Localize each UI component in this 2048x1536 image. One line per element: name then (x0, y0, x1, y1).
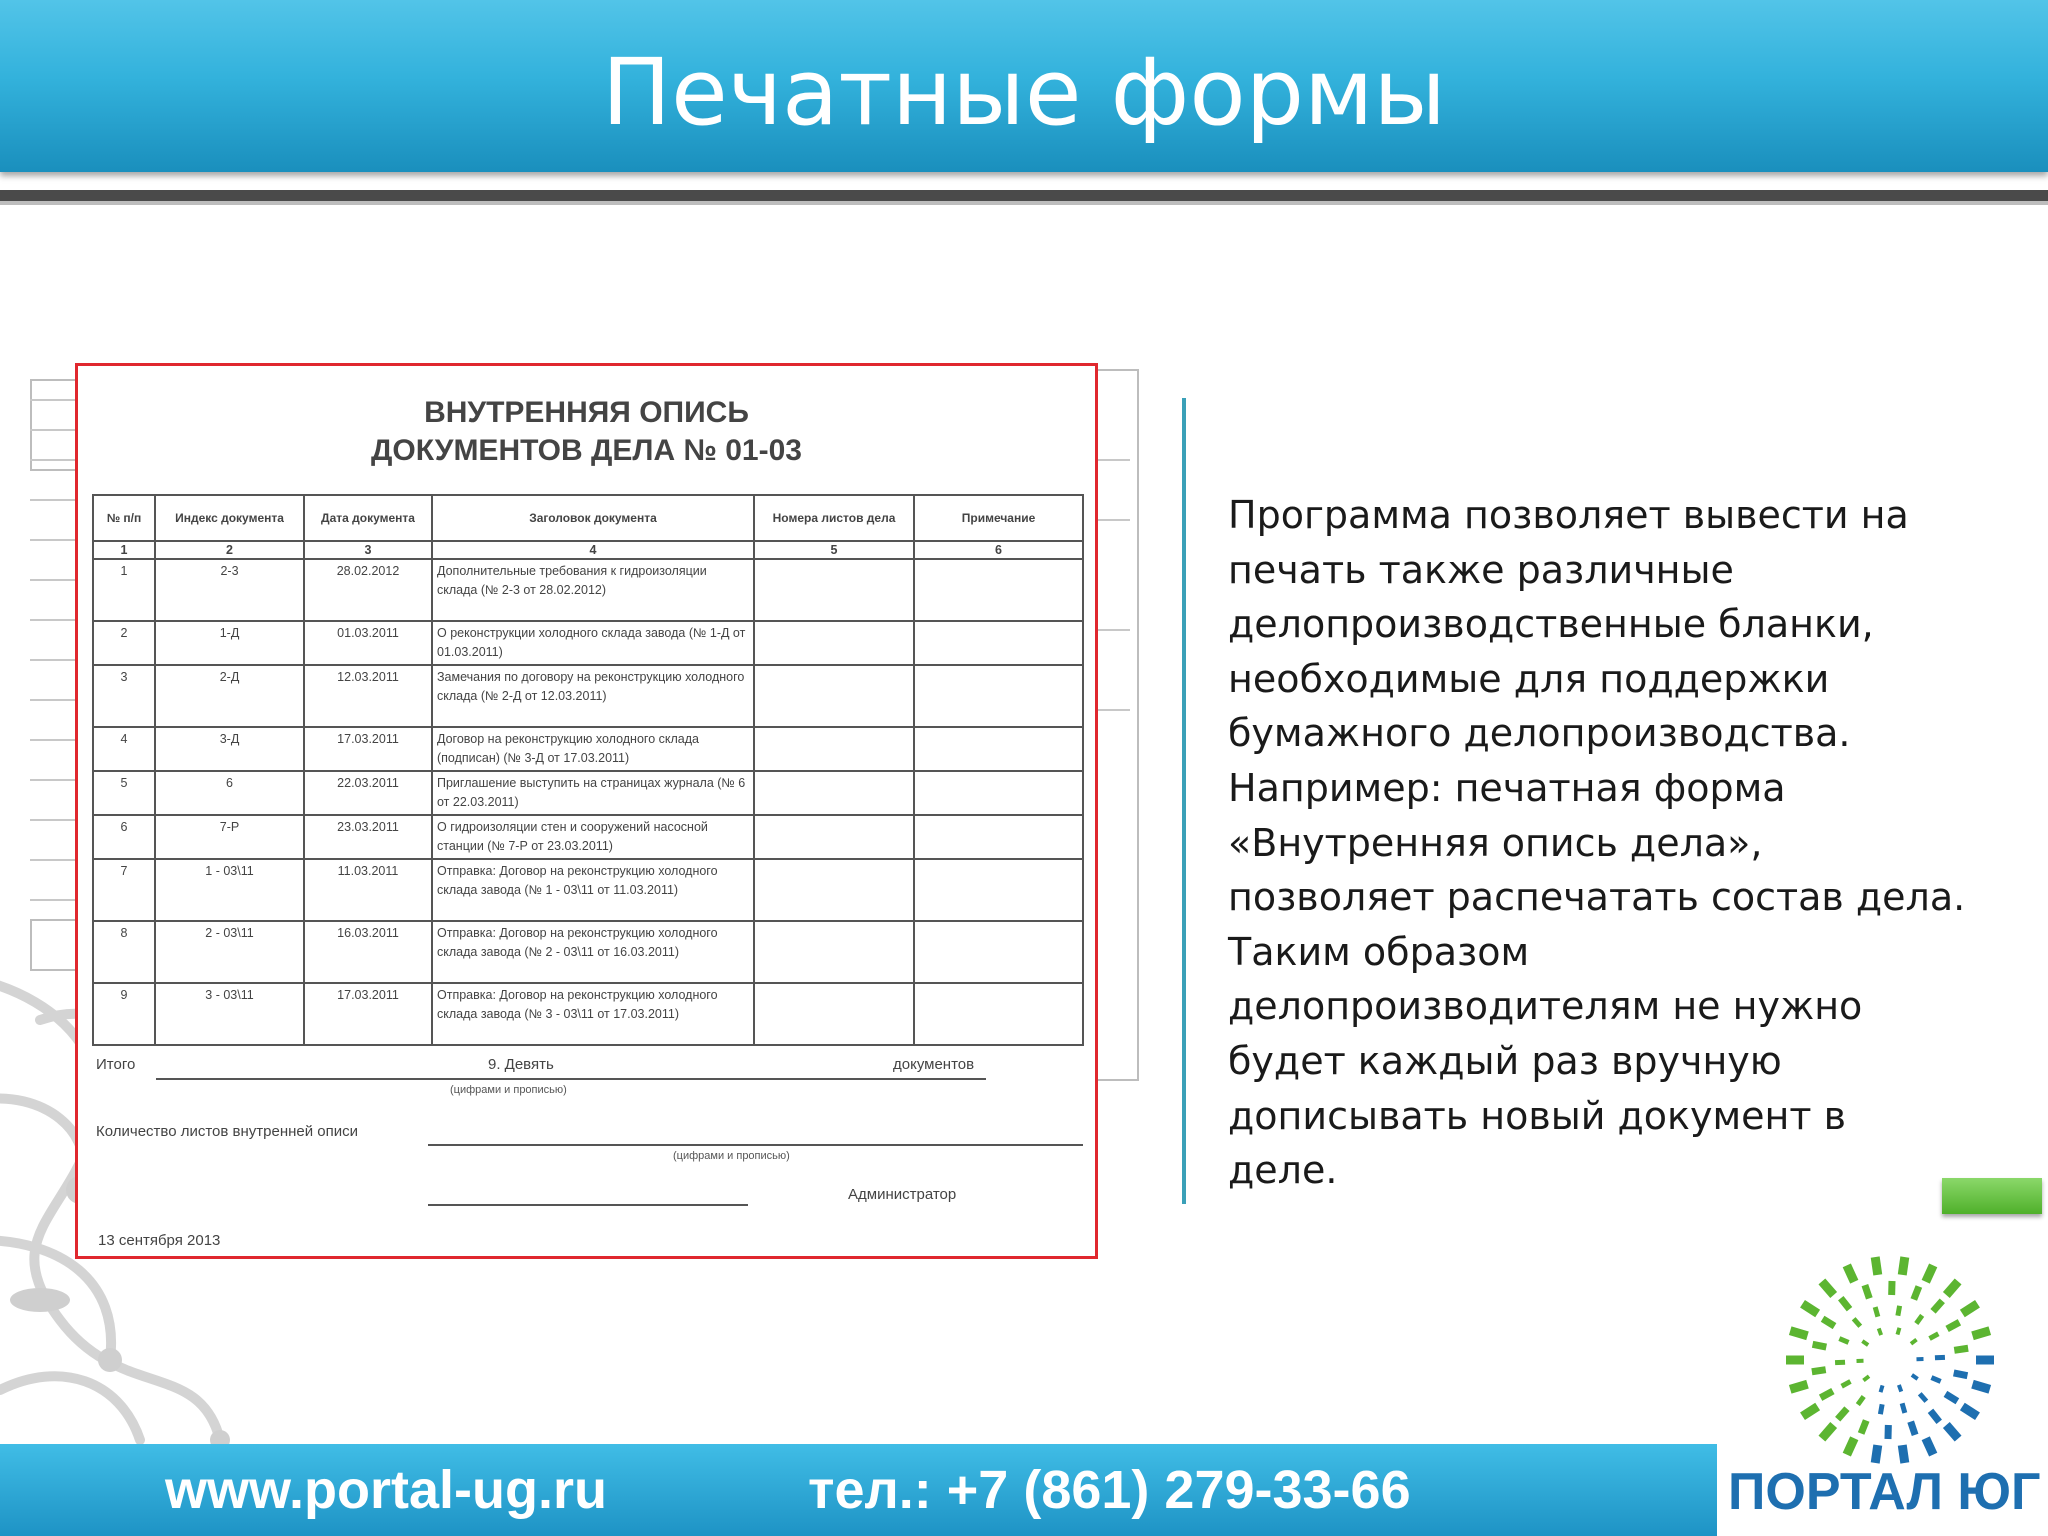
green-accent-bar (1942, 1178, 2042, 1214)
column-header: Номера листов дела (754, 495, 914, 541)
description-line: дописывать новый документ в (1228, 1093, 1846, 1138)
logo-dash (1960, 1403, 1980, 1420)
sheets-note: (цифрами и прописью) (673, 1150, 790, 1162)
column-number: 2 (155, 541, 304, 559)
row-date: 22.03.2011 (304, 771, 432, 815)
document-date: 13 сентября 2013 (98, 1232, 221, 1249)
inventory-table (92, 494, 1084, 1046)
signer-name: Администратор (848, 1186, 957, 1203)
row-date: 17.03.2011 (304, 983, 432, 1045)
logo-dash (1838, 1296, 1852, 1311)
row-sheets (754, 859, 914, 921)
description-line: делопроизводителям не нужно (1228, 984, 1863, 1029)
row-sheets (754, 983, 914, 1045)
logo-dash (1843, 1436, 1859, 1456)
row-title: Замечания по договору на реконструкцию холодного склада (№ 2-Д от 12.03.2011) (432, 665, 754, 727)
column-number: 6 (914, 541, 1083, 559)
description-line: Таким образом (1228, 929, 1530, 974)
logo-dash (1840, 1379, 1851, 1388)
logo-dash (1811, 1366, 1826, 1375)
row-title: О гидроизоляции стен и сооружений насосной станции (№ 7-Р от 23.03.2011) (432, 815, 754, 859)
sheets-line (428, 1144, 1083, 1146)
row-sheets (754, 815, 914, 859)
logo-dash (1916, 1357, 1923, 1361)
column-number: 3 (304, 541, 432, 559)
logo-dash (1976, 1356, 1994, 1365)
row-note (914, 727, 1083, 771)
logo-dash (1922, 1264, 1938, 1284)
row-sheets (754, 621, 914, 665)
table-row (93, 771, 1083, 815)
logo-dash (1835, 1406, 1850, 1421)
row-title: Приглашение выступить на страницах журнала (№ 6 от 22.03.2011) (432, 771, 754, 815)
column-number: 4 (432, 541, 754, 559)
description-line: бумажного делопроизводства. (1228, 711, 1851, 756)
row-sheets (754, 665, 914, 727)
logo-dash (1821, 1316, 1837, 1329)
logo-dash (1953, 1369, 1968, 1379)
header-divider (0, 190, 2048, 201)
logo-dash (1786, 1356, 1804, 1365)
row-date: 23.03.2011 (304, 815, 432, 859)
logo-dash (1800, 1403, 1820, 1420)
column-header: Примечание (914, 495, 1083, 541)
column-header: № п/п (93, 495, 155, 541)
total-note: (цифрами и прописью) (450, 1084, 567, 1096)
table-row (93, 921, 1083, 983)
logo-dash (1858, 1419, 1870, 1435)
row-index: 1-Д (155, 621, 304, 665)
description-line: печать также различные (1228, 547, 1734, 592)
column-number: 1 (93, 541, 155, 559)
row-date: 17.03.2011 (304, 727, 432, 771)
row-index: 2-3 (155, 559, 304, 621)
table-row (93, 665, 1083, 727)
total-label: Итого (96, 1056, 136, 1073)
description-line: необходимые для поддержки (1228, 656, 1830, 701)
table-row (93, 815, 1083, 859)
logo-dash (1971, 1326, 1991, 1340)
table-row (93, 727, 1083, 771)
logo-dash (1918, 1392, 1928, 1403)
logo-dash (1873, 1306, 1881, 1317)
row-sheets (754, 771, 914, 815)
table-header-row (93, 495, 1083, 541)
logo-dash (1971, 1380, 1991, 1394)
logo-dash (1856, 1359, 1863, 1363)
row-number: 9 (93, 983, 155, 1045)
column-header: Заголовок документа (432, 495, 754, 541)
row-number: 2 (93, 621, 155, 665)
logo-dash (1852, 1317, 1862, 1328)
row-index: 7-Р (155, 815, 304, 859)
table-row (93, 559, 1083, 621)
row-index: 3 - 03\11 (155, 983, 304, 1045)
total-line (156, 1078, 986, 1080)
vertical-divider (1182, 398, 1186, 1204)
row-number: 1 (93, 559, 155, 621)
logo-dash (1888, 1281, 1895, 1295)
website-link[interactable]: www.portal-ug.ru (165, 1460, 607, 1520)
description-line: деле. (1228, 1148, 1338, 1193)
row-note (914, 559, 1083, 621)
logo-dash (1871, 1444, 1882, 1463)
row-title: Договор на реконструкцию холодного склада (подписан) (№ 3-Д от 17.03.2011) (432, 727, 754, 771)
description-line: позволяет распечатать состав дела. (1228, 875, 1966, 920)
logo-dash (1943, 1422, 1962, 1441)
row-index: 2 - 03\11 (155, 921, 304, 983)
logo-dash (1862, 1375, 1870, 1382)
logo-dash (1800, 1300, 1820, 1317)
row-date: 01.03.2011 (304, 621, 432, 665)
row-date: 16.03.2011 (304, 921, 432, 983)
row-note (914, 983, 1083, 1045)
row-sheets (754, 727, 914, 771)
logo-dash (1911, 1285, 1923, 1301)
logo-dash (1944, 1391, 1960, 1404)
logo-dash (1922, 1436, 1938, 1456)
logo-dash (1818, 1278, 1837, 1297)
logo-dash (1856, 1395, 1866, 1406)
logo-dash (1910, 1338, 1918, 1345)
logo-dash (1862, 1284, 1873, 1299)
document-title-line1: ВНУТРЕННЯЯ ОПИСЬ (424, 396, 749, 429)
logo-dash (1819, 1388, 1835, 1401)
row-index: 6 (155, 771, 304, 815)
row-note (914, 665, 1083, 727)
logo-dash (1898, 1444, 1909, 1463)
row-title: Дополнительные требования к гидроизоляции склада (№ 2-3 от 28.02.2012) (432, 559, 754, 621)
logo-dash (1879, 1385, 1885, 1393)
sheets-label: Количество листов внутренней описи (96, 1123, 359, 1140)
logo-dash (1812, 1341, 1827, 1351)
row-index: 1 - 03\11 (155, 859, 304, 921)
logo-dash (1878, 1404, 1885, 1415)
logo-dash (1896, 1327, 1902, 1335)
inventory-document (75, 363, 1098, 1259)
logo-dash (1945, 1319, 1961, 1332)
table-row (93, 983, 1083, 1045)
logo-dash (1861, 1339, 1869, 1346)
column-number: 5 (754, 541, 914, 559)
logo-dash (1838, 1336, 1849, 1344)
row-note (914, 771, 1083, 815)
logo-dash (1930, 1375, 1941, 1383)
slide-title: Печатные формы (601, 39, 1447, 146)
column-header: Индекс документа (155, 495, 304, 541)
row-number: 4 (93, 727, 155, 771)
column-number-row (93, 541, 1083, 559)
logo-dash (1877, 1328, 1883, 1336)
logo-dash (1789, 1326, 1809, 1340)
logo-dash (1871, 1256, 1882, 1275)
row-note (914, 921, 1083, 983)
total-value: 9. Девять (488, 1056, 554, 1073)
logo-dash (1930, 1298, 1945, 1313)
row-date: 28.02.2012 (304, 559, 432, 621)
row-sheets (754, 921, 914, 983)
row-note (914, 815, 1083, 859)
slide-footer (0, 1444, 1717, 1536)
logo-dash (1895, 1305, 1902, 1316)
column-header: Дата документа (304, 495, 432, 541)
description-line: Программа позволяет вывести на (1228, 493, 1909, 537)
row-index: 3-Д (155, 727, 304, 771)
description-line: будет каждый раз вручную (1228, 1038, 1782, 1083)
row-note (914, 621, 1083, 665)
logo-dash (1943, 1278, 1962, 1297)
logo-dash (1928, 1332, 1939, 1341)
logo-dash (1897, 1384, 1903, 1392)
description-text (1228, 488, 2008, 1198)
slide-header (0, 0, 2048, 172)
signature-line (428, 1204, 748, 1206)
row-number: 5 (93, 771, 155, 815)
row-date: 11.03.2011 (304, 859, 432, 921)
header-divider-shadow (0, 201, 2048, 205)
row-number: 6 (93, 815, 155, 859)
portal-ug-logo-icon (1780, 1250, 2000, 1470)
total-unit: документов (893, 1056, 975, 1073)
row-number: 3 (93, 665, 155, 727)
logo-dash (1907, 1421, 1918, 1436)
table-row (93, 621, 1083, 665)
logo-dash (1789, 1380, 1809, 1394)
logo-dash (1835, 1360, 1845, 1365)
logo-dash (1911, 1373, 1919, 1380)
description-line: Например: печатная форма (1228, 765, 1786, 810)
phone-number: тел.: +7 (861) 279-33-66 (808, 1460, 1411, 1520)
row-title: Отправка: Договор на реконструкцию холодного склада завода (№ 3 - 03\11 от 17.03.2011) (432, 983, 754, 1045)
logo-dash (1818, 1422, 1837, 1441)
logo-dash (1884, 1425, 1891, 1439)
description-line: делопроизводственные бланки, (1228, 602, 1874, 647)
logo-text: ПОРТАЛ ЮГ (1728, 1463, 2041, 1521)
row-number: 8 (93, 921, 155, 983)
logo-dash (1935, 1355, 1945, 1360)
row-sheets (754, 559, 914, 621)
row-title: Отправка: Договор на реконструкцию холодного склада завода (№ 1 - 03\11 от 11.03.2011) (432, 859, 754, 921)
logo-dash (1843, 1264, 1859, 1284)
description-line: «Внутренняя опись дела», (1228, 820, 1763, 865)
row-title: Отправка: Договор на реконструкцию холодного склада завода (№ 2 - 03\11 от 16.03.2011) (432, 921, 754, 983)
row-note (914, 859, 1083, 921)
row-index: 2-Д (155, 665, 304, 727)
logo-dash (1914, 1314, 1924, 1325)
row-date: 12.03.2011 (304, 665, 432, 727)
row-title: О реконструкции холодного склада завода (№ 1-Д от 01.03.2011) (432, 621, 754, 665)
logo-dash (1928, 1409, 1942, 1424)
logo-dash (1960, 1300, 1980, 1317)
logo-dash (1954, 1345, 1969, 1354)
document-title-line2: ДОКУМЕНТОВ ДЕЛА № 01-03 (371, 434, 802, 467)
table-row (93, 859, 1083, 921)
logo-dash (1898, 1256, 1909, 1275)
row-number: 7 (93, 859, 155, 921)
logo-dash (1900, 1403, 1908, 1414)
